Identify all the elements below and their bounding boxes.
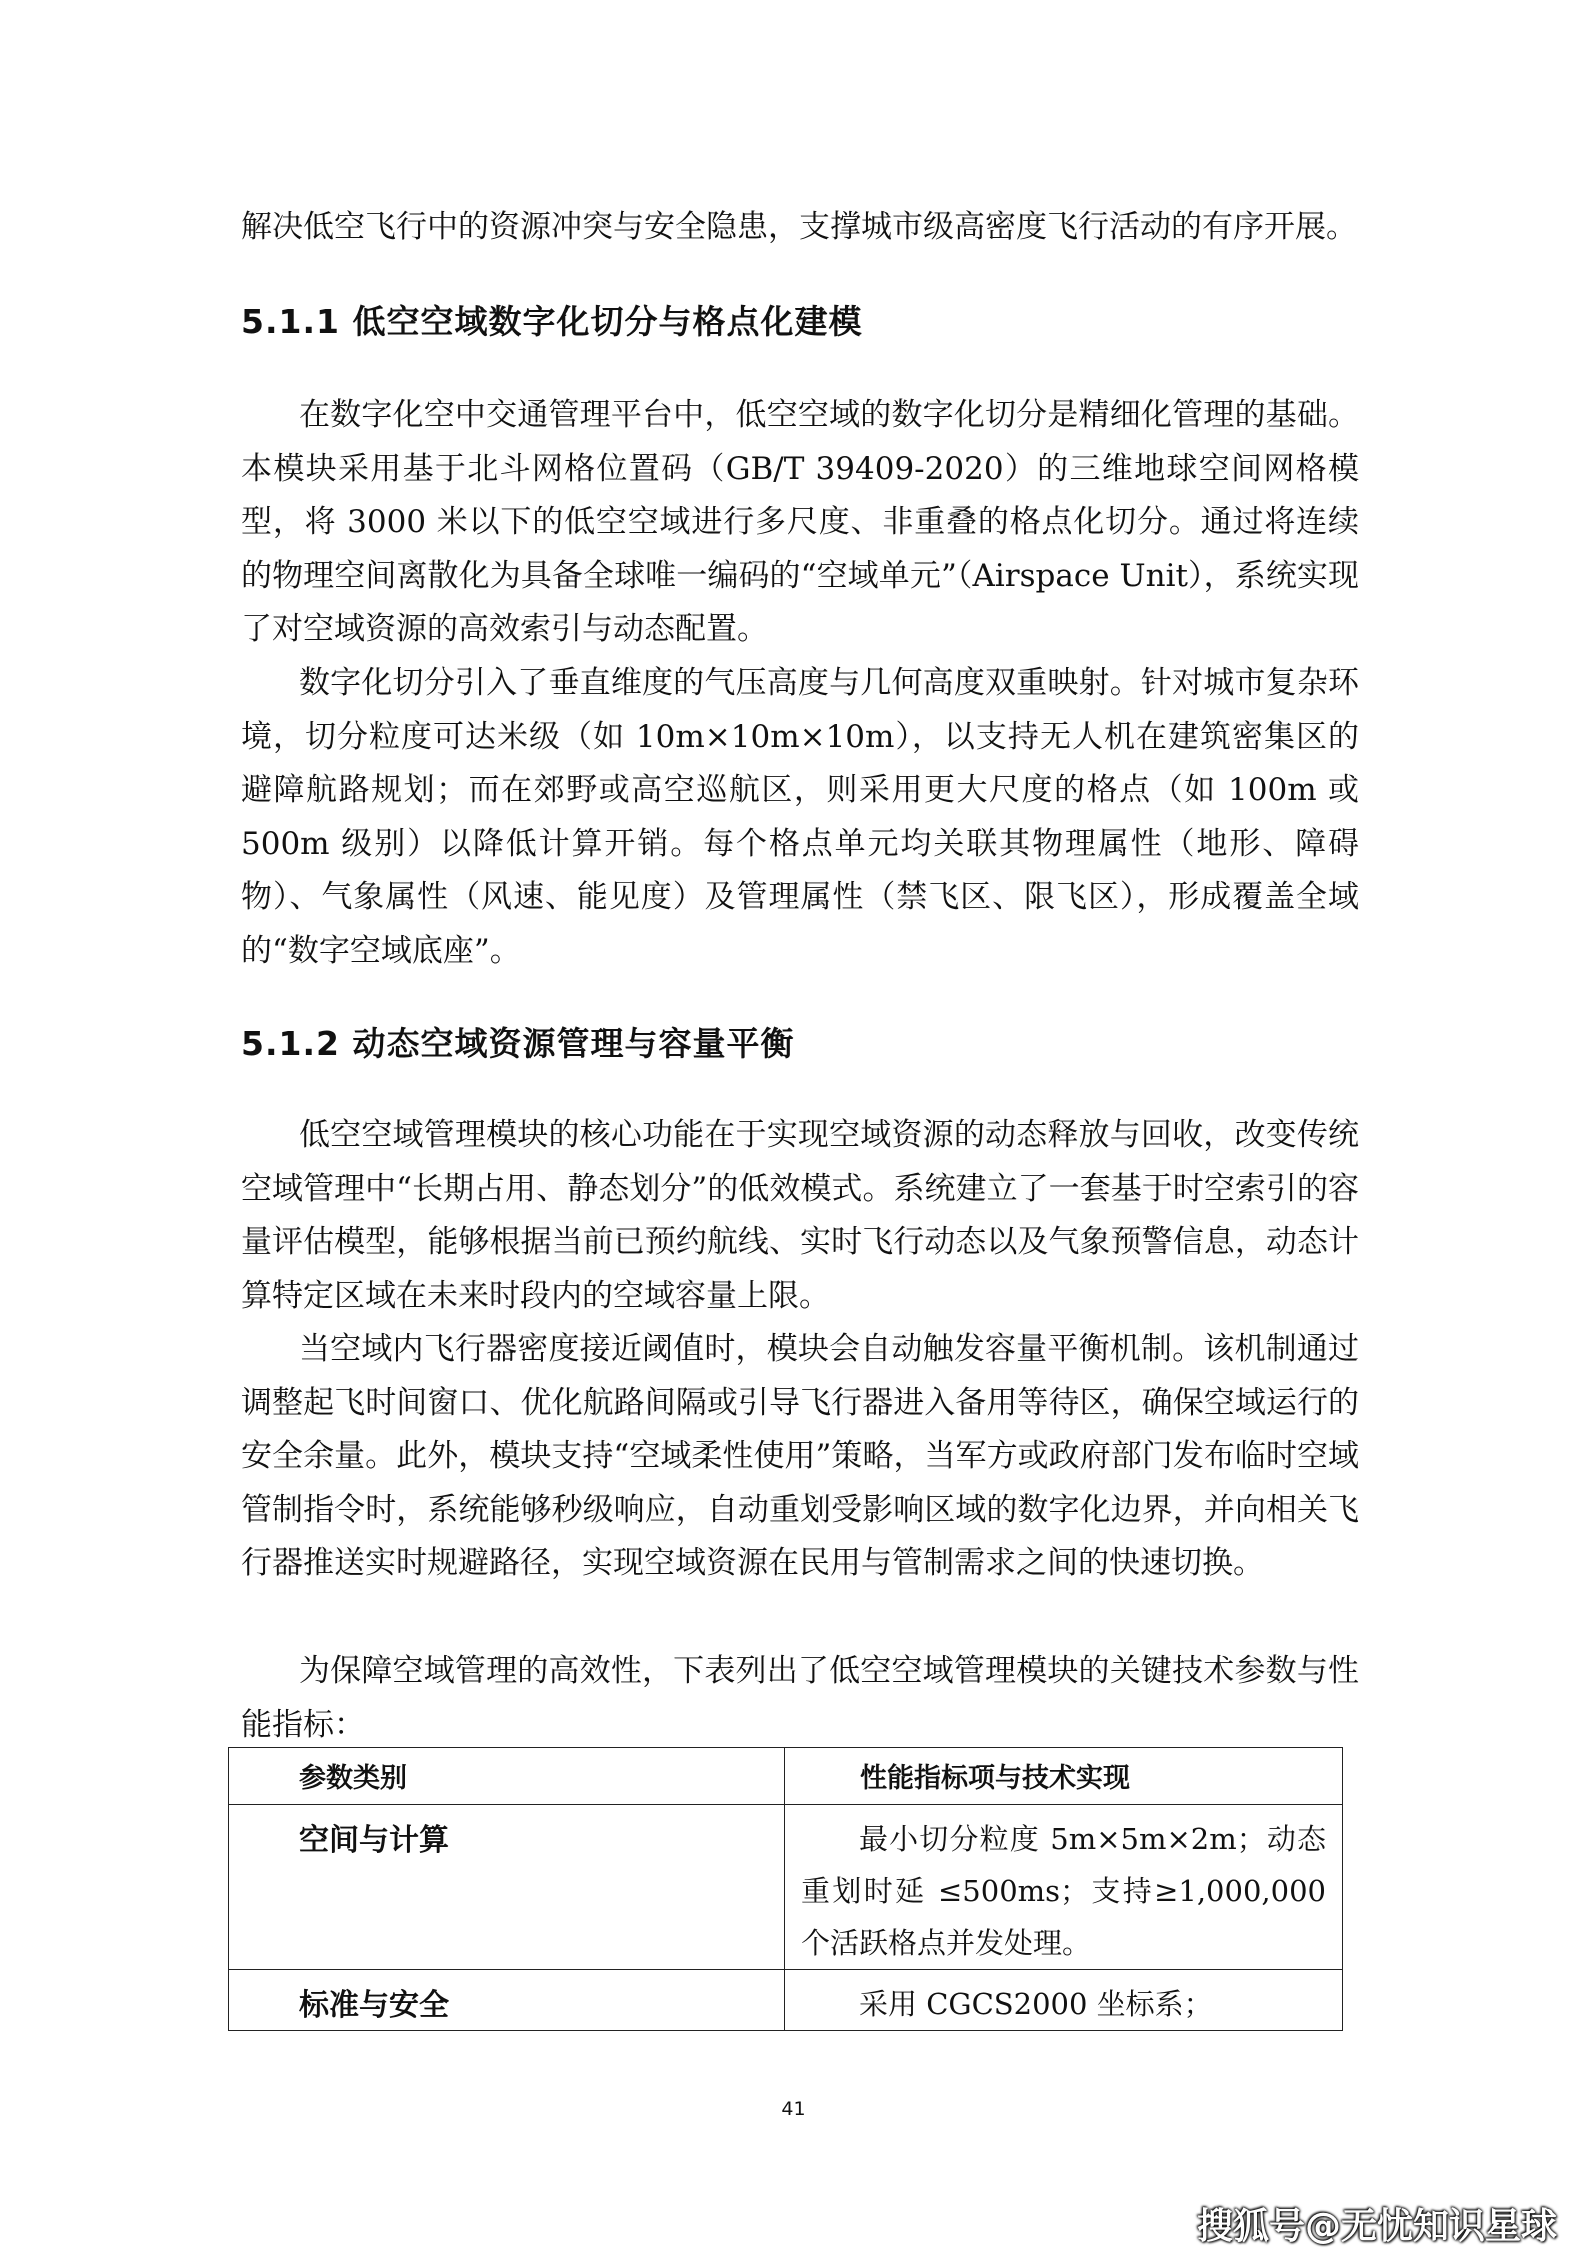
table-cell-value bbox=[785, 1970, 1343, 2031]
section-5-1-2-paragraph-3: 为保障空域管理的高效性，下表列出了低空空域管理模块的关键技术参数与性能指标： bbox=[241, 1653, 1359, 1743]
section-heading-5-1-2: 5.1.2 动态空域资源管理与容量平衡 bbox=[241, 1024, 795, 1063]
table-cell-value-text: 采用 CGCS2000 坐标系； bbox=[859, 1987, 1213, 2021]
section-heading-5-1-1: 5.1.1 低空空域数字化切分与格点化建模 bbox=[241, 302, 863, 341]
table-cell-category: 标准与安全 bbox=[229, 1970, 785, 2031]
watermark: 搜狐号@无忧知识星球 bbox=[1196, 2206, 1557, 2247]
parameters-table bbox=[228, 1747, 1343, 2031]
section-5-1-1-paragraph-1: 在数字化空中交通管理平台中，低空空域的数字化切分是精细化管理的基础。本模块采用基于北斗网格位置码（GB/T 39409-2020）的三维地球空间网格模型，将 3000 米以下的低空空域进行多尺度、非重叠的格点化切分。通过将连续的物理空间离散化为具备全球唯一编码的“空域单元”（Airspace Unit），系统实现了对空域资源的高效索引与动态配置。 bbox=[241, 397, 1359, 647]
table-row bbox=[229, 1805, 1343, 1970]
section-5-1-2-paragraph-1: 低空空域管理模块的核心功能在于实现空域资源的动态释放与回收，改变传统空域管理中“长期占用、静态划分”的低效模式。系统建立了一套基于时空索引的容量评估模型，能够根据当前已预约航线、实时飞行动态以及气象预警信息，动态计算特定区域在未来时段内的空域容量上限。 bbox=[241, 1117, 1359, 1314]
page-number: 41 bbox=[781, 2098, 806, 2120]
table-header-row bbox=[229, 1748, 1343, 1805]
table-cell-value bbox=[785, 1805, 1343, 1970]
table-row bbox=[229, 1970, 1343, 2031]
table-header-category: 参数类别 bbox=[229, 1748, 785, 1805]
table-cell-value-text: 最小切分粒度 5m×5m×2m；动态重划时延 ≤500ms；支持≥1,000,000 个活跃格点并发处理。 bbox=[801, 1822, 1326, 1960]
table-header-metrics: 性能指标项与技术实现 bbox=[785, 1748, 1343, 1805]
intro-paragraph-tail: 解决低空飞行中的资源冲突与安全隐患，支撑城市级高密度飞行活动的有序开展。 bbox=[241, 209, 1357, 245]
section-5-1-2-paragraph-2: 当空域内飞行器密度接近阈值时，模块会自动触发容量平衡机制。该机制通过调整起飞时间窗口、优化航路间隔或引导飞行器进入备用等待区，确保空域运行的安全余量。此外，模块支持“空域柔性使用”策略，当军方或政府部门发布临时空域管制指令时，系统能够秒级响应，自动重划受影响区域的数字化边界，并向相关飞行器推送实时规避路径，实现空域资源在民用与管制需求之间的快速切换。 bbox=[241, 1331, 1359, 1581]
section-5-1-1-paragraph-2: 数字化切分引入了垂直维度的气压高度与几何高度双重映射。针对城市复杂环境，切分粒度可达米级（如 10m×10m×10m），以支持无人机在建筑密集区的避障航路规划；而在郊野或高空巡航区，则采用更大尺度的格点（如 100m 或 500m 级别）以降低计算开销。每个格点单元均关联其物理属性（地形、障碍物）、气象属性（风速、能见度）及管理属性（禁飞区、限飞区），形成覆盖全域的“数字空域底座”。 bbox=[241, 665, 1359, 969]
table-cell-category: 空间与计算 bbox=[229, 1805, 785, 1970]
